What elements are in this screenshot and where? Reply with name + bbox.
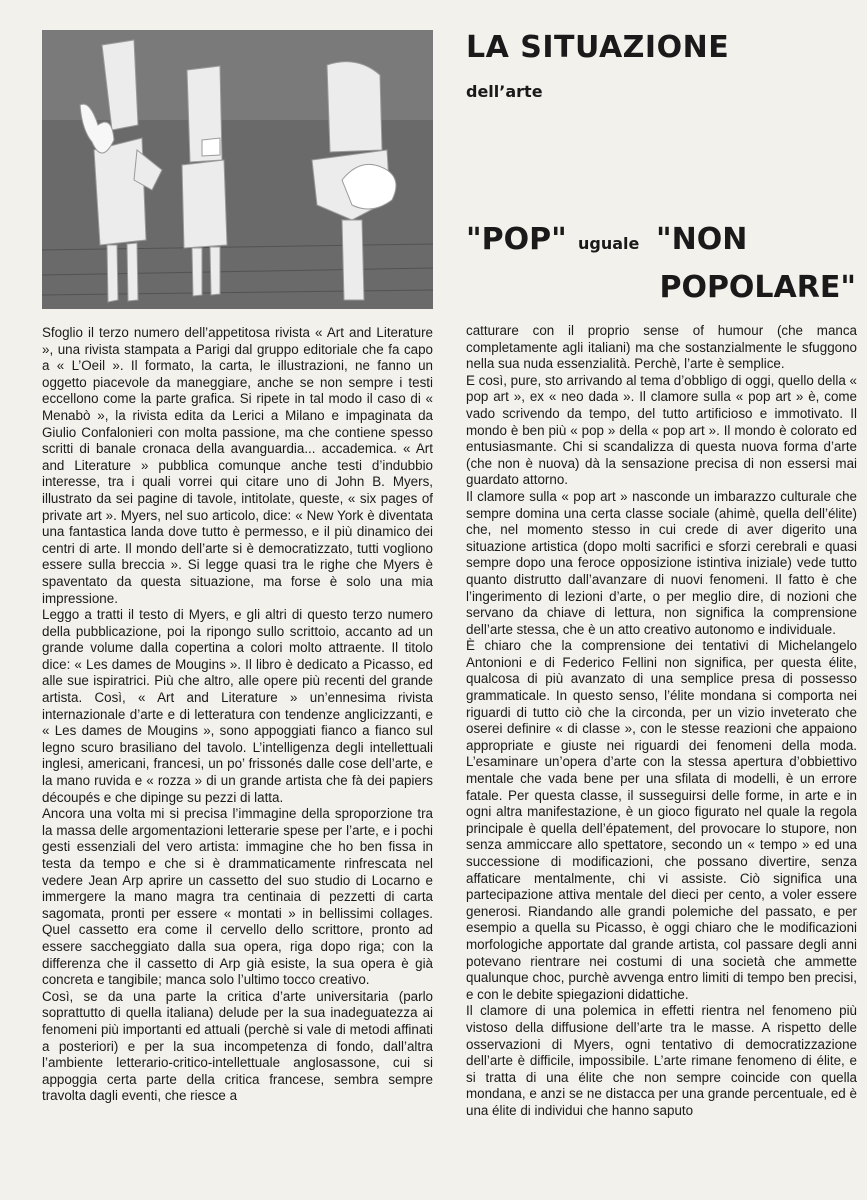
paragraph: Così, se da una parte la critica d’arte universitaria (parlo soprattutto di quella italiana) delude per la sua inadeguatezza ai fenomeni più importanti ed attuali (perchè si vale di metodi affinati a posteriori) e per la sua incompetenza di fondo, dall’altra l’ambiente letterario-critico-intellettuale anglosassone, cui si appoggia certa parte della critica francese, sembra sempre travolta dagli eventi, che riesce a: [42, 988, 433, 1104]
sculptures-photo: [42, 30, 433, 309]
paragraph: È chiaro che la comprensione dei tentativi di Michelangelo Antonioni e di Federico Fellini non significa, per questa élite, qualcosa di più avanzato di una semplice presa di possesso grammaticale. In questo senso, l’élite mondana si comporta nei riguardi di tutto ciò che la circonda, per un vizio inveterato che oserei definire « di classe », con le stesse reazioni che appaiono appropriate e giuste nei riguardi dei fenomeni della moda. L’esaminare un’opera d’arte con la stessa apertura d’obbiettivo mentale che vada bene per una sfilata di modelli, è un errore fatale. Per questa classe, il susseguirsi delle forme, in arte e in ogni altra manifestazione, è un gioco figurato nel quale la regola principale è quella dell’épatement, del provocare lo stupore, non senza ammiccare allo spettatore, secondo un « tempo » ed una successione di modificazioni, che possano divertire, senza affaticare mentalmente, chi vi assiste. Ciò significa una partecipazione attiva mentale del dieci per cento, a voler essere generosi. Riandando alle grandi polemiche del passato, e per esempio a quella su Picasso, è oggi chiaro che le modificazioni morfologiche apportate dal grande artista, col passare degli anni potevano rientrare nei costumi di una società che ammette qualunque choc, purchè avvenga entro limiti di tempo ben precisi, e con le debite spiegazioni didattiche.: [466, 638, 857, 1002]
headline-part-non: "NON: [656, 222, 748, 257]
paragraph: Il clamore di una polemica in effetti rientra nel fenomeno più vistoso della diffusione dell’arte tra le masse. A rispetto delle osservazioni di Myers, ogni tentativo di democratizzazione dell’arte è difficile, impossibile. L’arte rimane fenomeno di élite, e si tratta di una élite che non sempre coincide con quella mondana, e anzi se ne distacca per una grande percentuale, ed è una élite di individui che hanno saputo: [466, 1003, 857, 1118]
paragraph: Il clamore sulla « pop art » nasconde un imbarazzo culturale che sempre domina una certa classe sociale (ahimè, quella dell’élite) che, nel momento stesso in cui crede di aver digerito una situazione artistica (dopo molti sacrifici e sforzi cerebrali e quasi sempre dopo una feroce opposizione istintiva iniziale) vede tutto quanto distrutto dall’avanzare di nuovi fenomeni. Il fatto è che l’ingerimento di lezioni d’arte, o per meglio dire, di nozioni che servano da chiave di lettura, non significa la comprensione dell’arte stessa, che è un atto creativo autonomo e individuale.: [466, 488, 857, 637]
article-column-left: [42, 325, 433, 1193]
headline-part-pop: "POP": [466, 222, 567, 257]
article-headline: [466, 222, 856, 312]
sculptures-illustration: [42, 30, 433, 309]
page-subtitle: dell’arte: [466, 82, 543, 101]
page-title: LA SITUAZIONE: [466, 30, 730, 65]
paragraph: Ancora una volta mi si precisa l’immagine della sproporzione tra la massa delle argomentazioni letterarie spese per l’arte, e i pochi gesti essenziali del vero artista: immagine che ho ben fissa in testa da tempo e che si è drammaticamente rinfrescata nel vedere Jean Arp aprire un cassetto del suo studio di Locarno e immergere la mano magra tra centinaia di pezzetti di carta sagomata, pronti per essere « montati » in bellissimi collages. Quel cassetto era come il cervello dello scrittore, pronto ad essere saccheggiato dalla sua opera, riga dopo riga; con la differenza che il cassetto di Arp già esiste, la sua opera è già concreta e tangibile; manca solo l’ultimo tocco creativo.: [42, 806, 433, 988]
article-column-right: [466, 323, 857, 1191]
paragraph: Sfoglio il terzo numero dell’appetitosa rivista « Art and Literature », una rivista stampata a Parigi dal gruppo editoriale che fa capo a « L’Oeil ». Il formato, la carta, le illustrazioni, ne fanno un oggetto piacevole da maneggiare, anche se non sempre i testi eccellono come la parte grafica. Si ripete in tal modo il caso di « Menabò », la rivista edita da Lerici a Milano e impaginata da Giulio Confalonieri con molta passione, ma che contiene spesso scritti di banale cronaca della avanguardia... accademica. « Art and Literature » pubblica comunque anche testi d’indubbio interesse, tra i quali vorrei qui citare uno di John B. Myers, illustrato da sei pagine di tavole, intitolate, queste, « six pages of private art ». Myers, nel suo articolo, dice: « New York è diventata una fantastica landa dove tutto è permesso, e il più dinamico dei centri di arte. Il mondo dell’arte si è democratizzato, tutti vogliono essere sulla breccia ». Si legge quasi tra le righe che Myers è spaventato da questa situazione, ma forse è solo una mia impressione.: [42, 325, 433, 606]
headline-part-popolare: POPOLARE": [659, 270, 856, 305]
paragraph: E così, pure, sto arrivando al tema d’obbligo di oggi, quello della « pop art », ex « neo dada ». Il clamore sulla « pop art » è, come vado scrivendo da tempo, del tutto artificioso e immotivato. Il mondo è ben più « pop » della « pop art ». Il mondo è colorato ed entusiasmante. Chi si scandalizza di questa nuova forma d’arte (che non è nuova) dà la sensazione precisa di non essersi mai guardato attorno.: [466, 372, 857, 488]
headline-part-uguale: uguale: [578, 234, 640, 253]
paragraph: catturare con il proprio sense of humour (che manca completamente agli italiani) ma che sostanzialmente le sfuggono nella sua nuda essenzialità. Perchè, l’arte è semplice.: [466, 323, 857, 372]
paragraph: Leggo a tratti il testo di Myers, e gli altri di questo terzo numero della pubblicazione, poi la ripongo sullo scrittoio, accanto ad un grande volume dalla copertina a colori molto attraente. Il titolo dice: « Les dames de Mougins ». Il libro è dedicato a Picasso, ed alle sue ispiratrici. Più che altro, alle opere più recenti del grande artista. Così, « Art and Literature » un’ennesima rivista internazionale d’arte e di letteratura con tendenze anglicizzanti, e « Les dames de Mougins », sono appoggiati fianco a fianco sul legno scuro brasiliano del tavolo. L’intelligenza degli intellettuali inglesi, americani, francesi, un po’ frissonés dalle cose dell’arte, e la mano ruvida e « rozza » di un grande artista che fà dei papiers découpés e che dipinge su pezzi di latta.: [42, 607, 433, 805]
